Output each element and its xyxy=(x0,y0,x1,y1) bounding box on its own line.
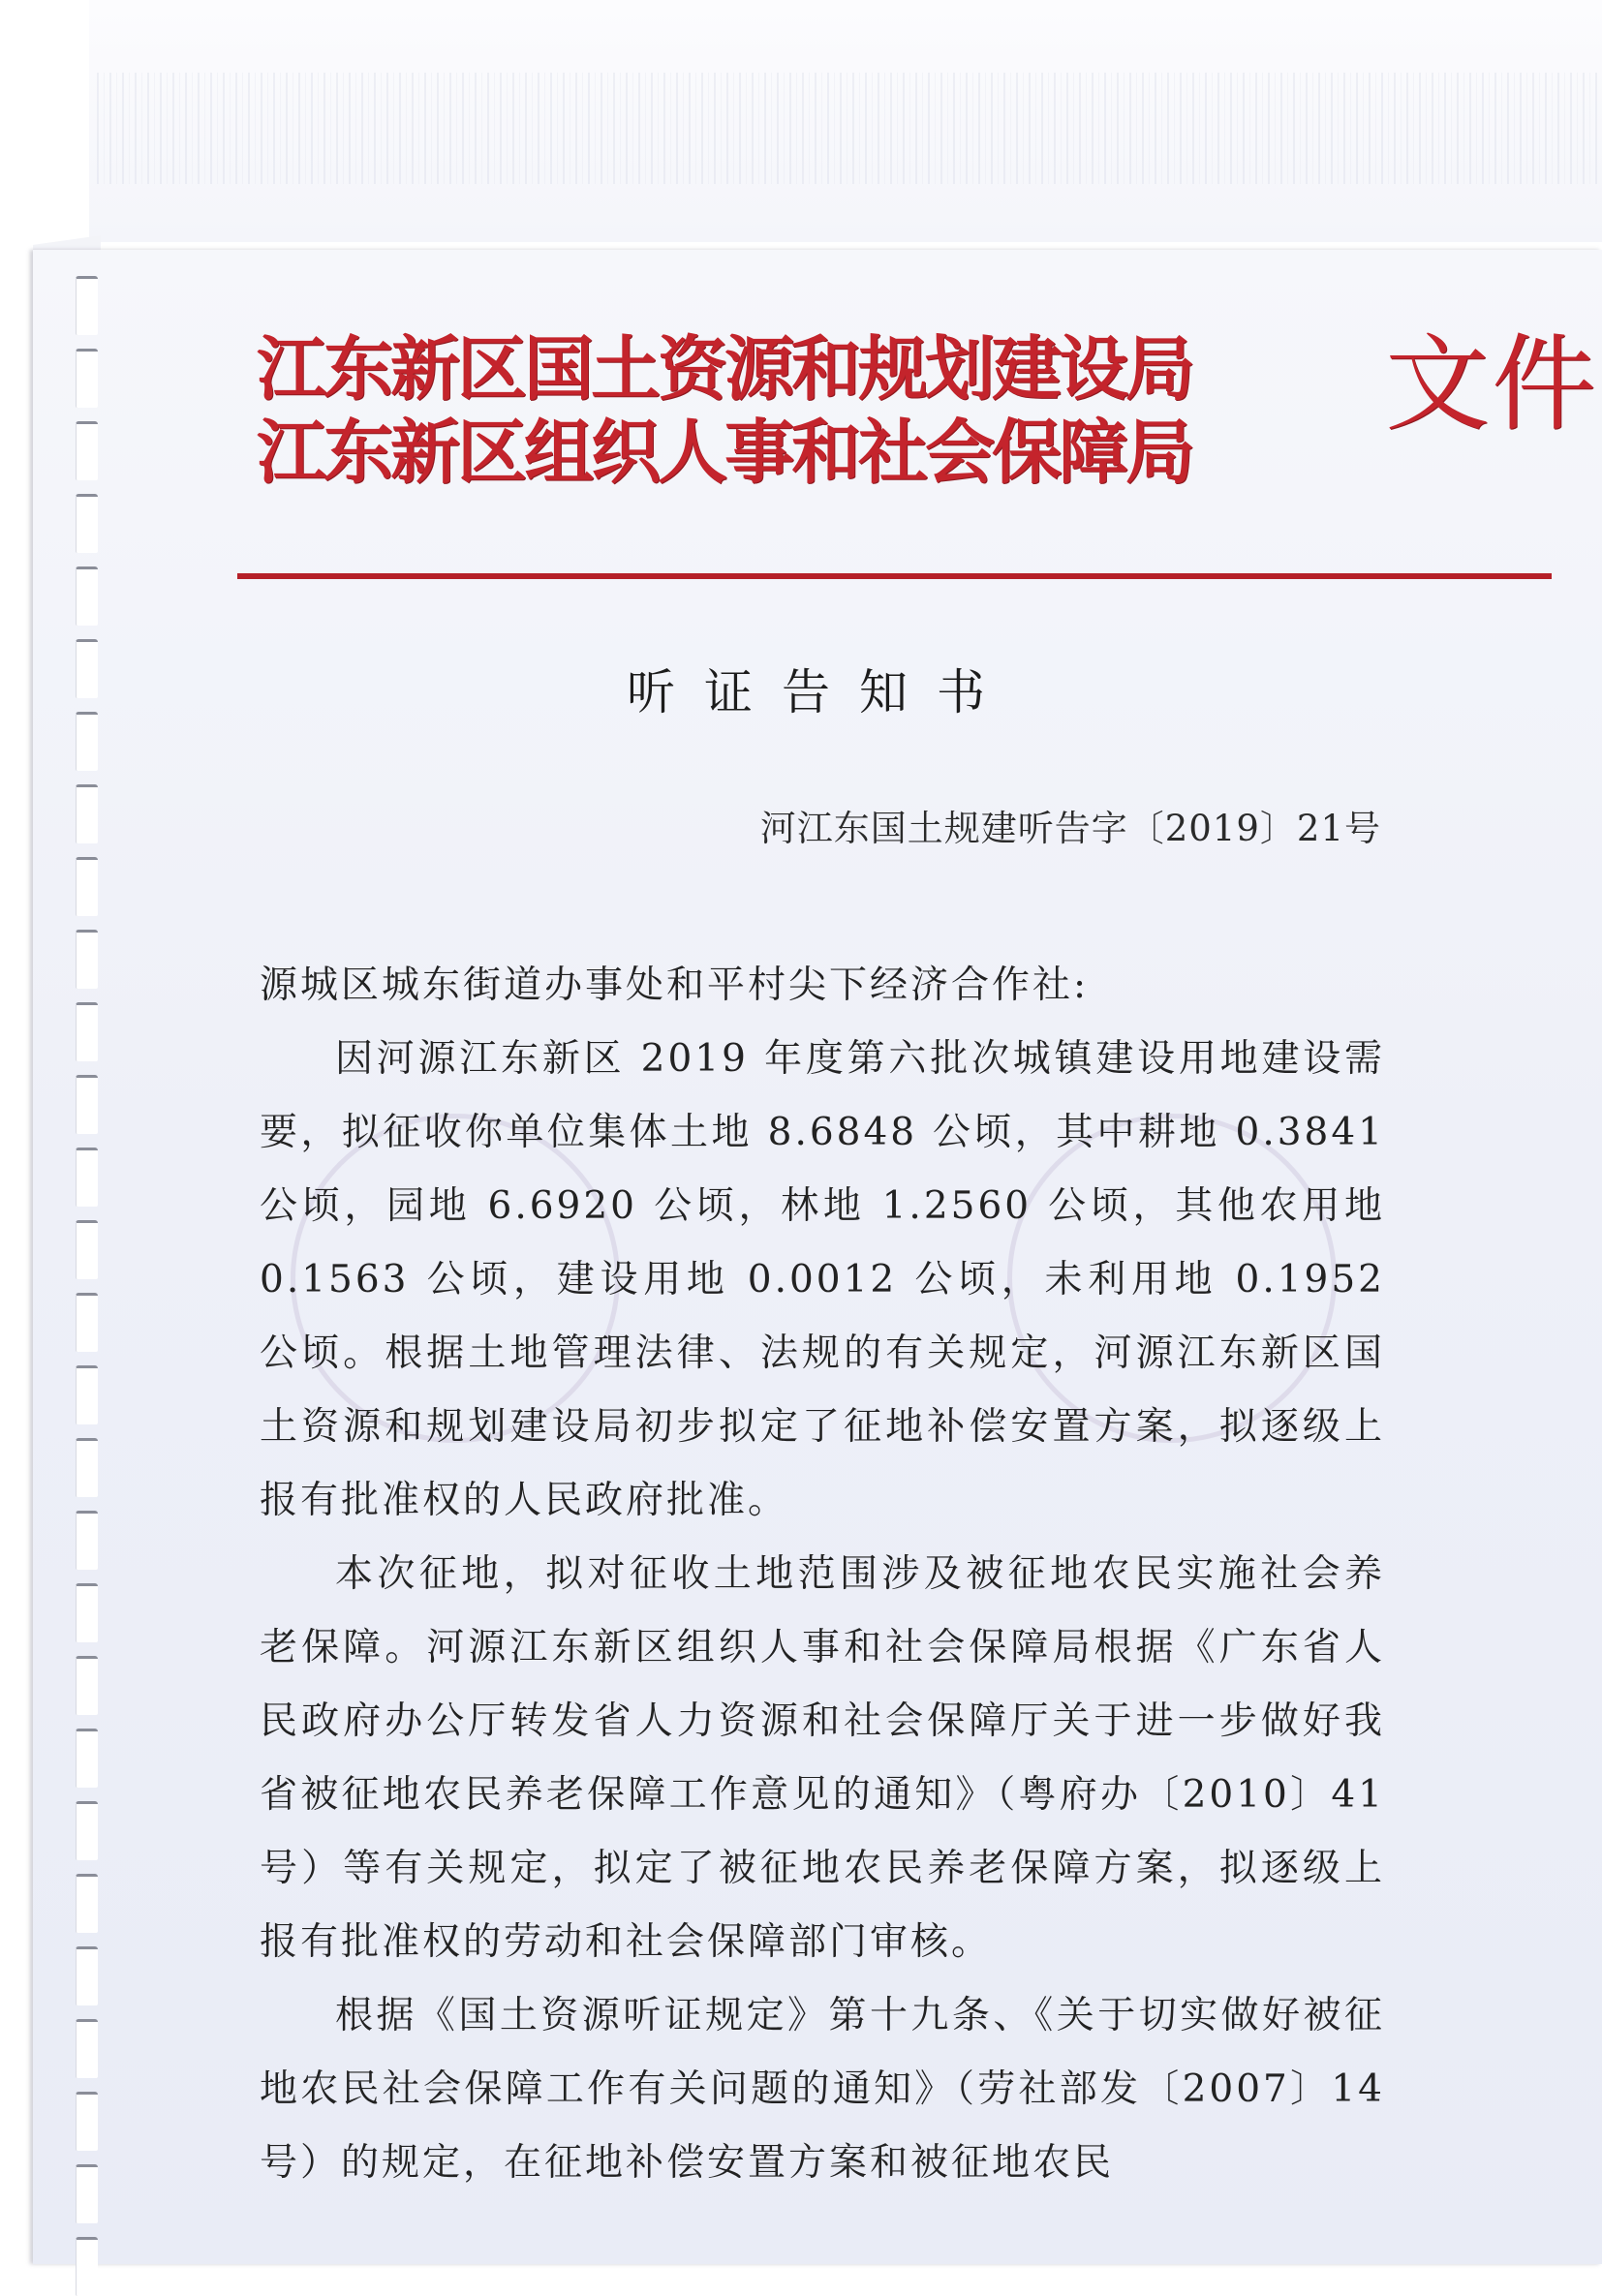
binding-hole xyxy=(76,1220,98,1279)
paragraph-1: 因河源江东新区 2019 年度第六批次城镇建设用地建设需要，拟征收你单位集体土地 8.6848 公顷，其中耕地 0.3841 公顷，园地 6.6920 公顷，林地 1.2560 公顷，其他农用地 0.1563 公顷，建设用地 0.0012 公顷，未利用地 0.1952 公顷。根据土地管理法律、法规的有关规定，河源江东新区国土资源和规划建设局初步拟定了征地补偿安置方案，拟逐级上报有批准权的人民政府批准。 xyxy=(260,1037,1385,1522)
binding-hole xyxy=(76,421,98,480)
binding-hole xyxy=(76,1874,98,1933)
document-label: 文件 xyxy=(1385,324,1599,445)
issuer-line-2: 江东新区组织人事和社会保障局 xyxy=(257,412,1193,493)
binding-hole xyxy=(76,1656,98,1715)
addressee: 源城区城东街道办事处和平村尖下经济合作社: xyxy=(260,964,1090,1007)
binding-hole xyxy=(76,1583,98,1642)
binding-hole xyxy=(76,857,98,916)
binding-hole xyxy=(76,2019,98,2078)
document-number: 河江东国土规建听告字〔2019〕21号 xyxy=(759,808,1381,849)
binding-hole xyxy=(76,930,98,989)
paragraph-3: 根据《国土资源听证规定》第十九条、《关于切实做好被征地农民社会保障工作有关问题的通知》（劳社部发〔2007〕14号）的规定，在征地补偿安置方案和被征地农民 xyxy=(260,1994,1385,2185)
binding-hole xyxy=(76,276,98,335)
binding-hole xyxy=(76,1801,98,1860)
binding-hole xyxy=(76,1075,98,1134)
binding-hole xyxy=(76,566,98,626)
binding-hole xyxy=(76,1729,98,1788)
binding-hole xyxy=(76,494,98,553)
binding-hole xyxy=(76,1148,98,1207)
binding-hole xyxy=(76,1438,98,1497)
issuer-line-1: 江东新区国土资源和规划建设局 xyxy=(257,328,1193,410)
binding-hole xyxy=(76,349,98,408)
binding-hole xyxy=(76,1511,98,1570)
binding-hole xyxy=(76,784,98,843)
document-title: 听证告知书 xyxy=(627,664,1014,720)
red-divider xyxy=(237,573,1552,579)
paragraph-2: 本次征地，拟对征收土地范围涉及被征地农民实施社会养老保障。河源江东新区组织人事和社会保障局根据《广东省人民政府办公厅转发省人力资源和社会保障厅关于进一步做好我省被征地农民养老保障工作意见的通知》（粤府办〔2010〕41 号）等有关规定，拟定了被征地农民养老保障方案，拟逐级上报有批准权的劳动和社会保障部门审核。 xyxy=(260,1552,1385,1964)
binding-hole xyxy=(76,2164,98,2223)
issuer-header xyxy=(257,327,1192,494)
binding-hole xyxy=(76,1365,98,1424)
binding-hole xyxy=(76,1293,98,1352)
binding-hole xyxy=(76,2092,98,2151)
binding-hole xyxy=(76,2237,98,2296)
scan-streaks xyxy=(97,73,1602,184)
binding-hole xyxy=(76,1946,98,2005)
document-body xyxy=(260,949,1385,2200)
binding-hole xyxy=(76,1002,98,1061)
